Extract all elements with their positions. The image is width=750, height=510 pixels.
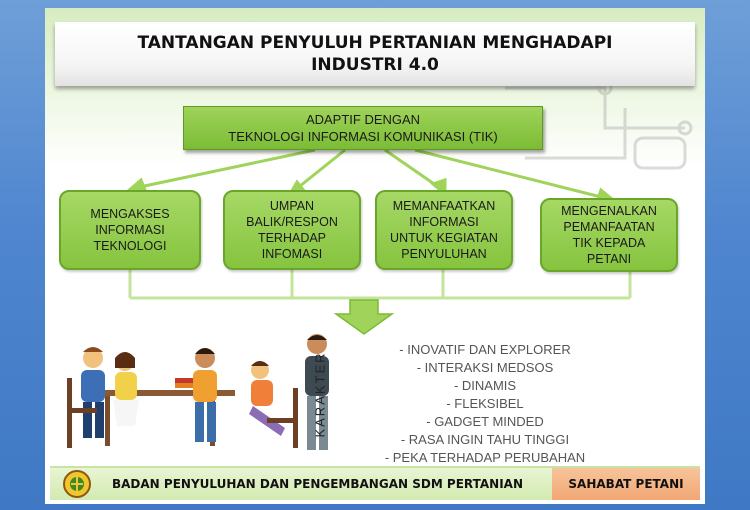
footer-bar xyxy=(50,466,700,500)
karakter-label xyxy=(308,344,332,444)
ministry-logo-icon xyxy=(60,469,94,499)
node-label: UMPAN BALIK/RESPON TERHADAP INFOMASI xyxy=(246,199,338,261)
karakter-text: KARAKTER xyxy=(312,350,328,438)
bottom-bracket xyxy=(130,270,630,298)
list-item: - DINAMIS xyxy=(453,378,517,393)
youth-with-gadgets-illustration xyxy=(55,328,335,458)
arrow-to-node-2 xyxy=(295,150,345,190)
footer-tagline: SAHABAT PETANI xyxy=(568,477,684,491)
node-mengakses xyxy=(59,190,201,270)
node-mengenalkan xyxy=(540,198,678,272)
page-title-line-2: INDUSTRI 4.0 xyxy=(311,55,439,75)
slide xyxy=(45,8,705,504)
list-item: - GADGET MINDED xyxy=(426,414,544,429)
node-label: MENGAKSES INFORMASI TEKNOLOGI xyxy=(90,207,170,253)
footer-org-name: BADAN PENYULUHAN DAN PENGEMBANGAN SDM PERTANIAN xyxy=(112,477,524,491)
tik-box-line-2: TEKNOLOGI INFORMASI KOMUNIKASI (TIK) xyxy=(228,129,498,144)
list-item: - INOVATIF DAN EXPLORER xyxy=(399,342,571,357)
node-memanfaatkan xyxy=(375,190,513,270)
traits-list xyxy=(335,341,635,467)
node-umpan-balik xyxy=(223,190,361,270)
footer-tag-section xyxy=(552,468,700,500)
list-item: - FLEKSIBEL xyxy=(446,396,524,411)
list-item: - INTERAKSI MEDSOS xyxy=(416,360,554,375)
down-arrow xyxy=(336,300,392,334)
list-item: - RASA INGIN TAHU TINGGI xyxy=(400,432,570,447)
tik-box-line-1: ADAPTIF DENGAN xyxy=(305,112,421,127)
node-label: MEMANFAATKAN INFORMASI UNTUK KEGIATAN PENYULUHAN xyxy=(390,199,498,261)
footer-org-section xyxy=(50,468,552,500)
page-title-line-1: TANTANGAN PENYULUH PERTANIAN MENGHADAPI xyxy=(137,33,613,53)
tik-adaptive-box xyxy=(183,106,543,150)
node-label: MENGENALKAN PEMANFAATAN TIK KEPADA PETANI xyxy=(561,204,657,266)
arrow-to-node-1 xyxy=(135,150,315,188)
list-item: - PEKA TERHADAP PERUBAHAN xyxy=(384,450,586,465)
